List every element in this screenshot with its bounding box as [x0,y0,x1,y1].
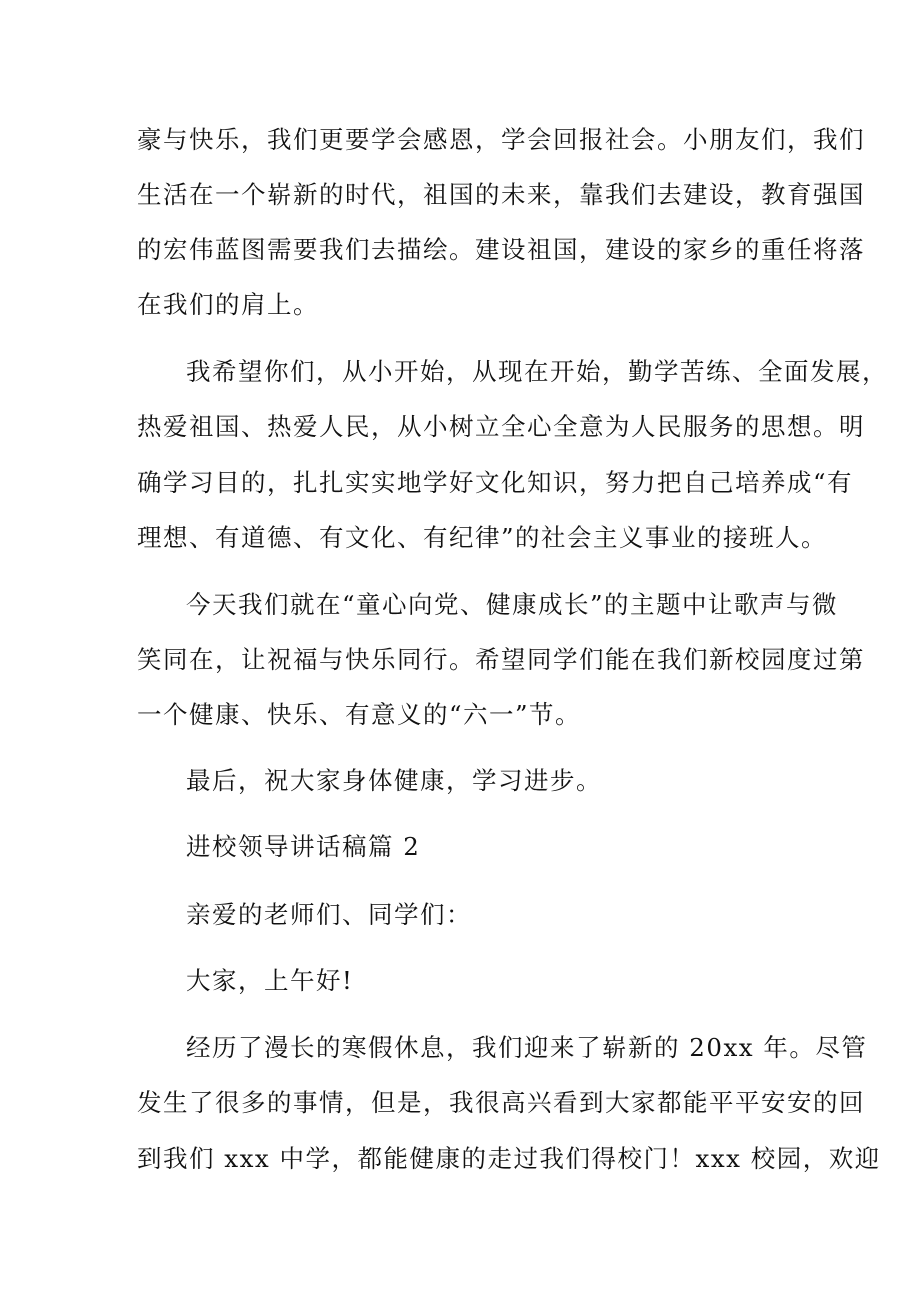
paragraph-line: 豪与快乐，我们更要学会感恩，学会回报社会。小朋友们，我们 [137,125,865,154]
paragraph-line: 到我们 xxx 中学，都能健康的走过我们得校门！xxx 校园，欢迎 [137,1144,881,1173]
paragraph-line: 确学习目的，扎扎实实地学好文化知识，努力把自己培养成“有 [137,468,854,497]
paragraph-line: 今天我们就在“童心向党、健康成长”的主题中让歌声与微 [186,590,839,619]
paragraph-line: 经历了漫长的寒假休息，我们迎来了崭新的 20xx 年。尽管 [186,1033,868,1062]
paragraph-line: 热爱祖国、热爱人民，从小树立全心全意为人民服务的思想。明 [137,412,865,441]
paragraph-line: 发生了很多的事情，但是，我很高兴看到大家都能平平安安的回 [137,1088,865,1117]
paragraph-line: 我希望你们，从小开始，从现在开始，勤学苦练、全面发展， [186,357,888,386]
salutation: 亲爱的老师们、同学们： [186,900,472,929]
greeting: 大家，上午好! [186,966,354,995]
paragraph-line: 生活在一个崭新的时代，祖国的未来，靠我们去建设，教育强国 [137,180,865,209]
paragraph-line: 理想、有道德、有文化、有纪律”的社会主义事业的接班人。 [137,523,828,552]
section-heading: 进校领导讲话稿篇 2 [186,832,421,861]
paragraph-line: 笑同在，让祝福与快乐同行。希望同学们能在我们新校园度过第 [137,645,865,674]
paragraph-line: 的宏伟蓝图需要我们去描绘。建设祖国，建设的家乡的重任将落 [137,235,865,264]
paragraph-line: 最后，祝大家身体健康，学习进步。 [186,766,602,795]
paragraph-line: 在我们的肩上。 [137,290,319,319]
paragraph-line: 一个健康、快乐、有意义的“六一”节。 [137,700,582,729]
